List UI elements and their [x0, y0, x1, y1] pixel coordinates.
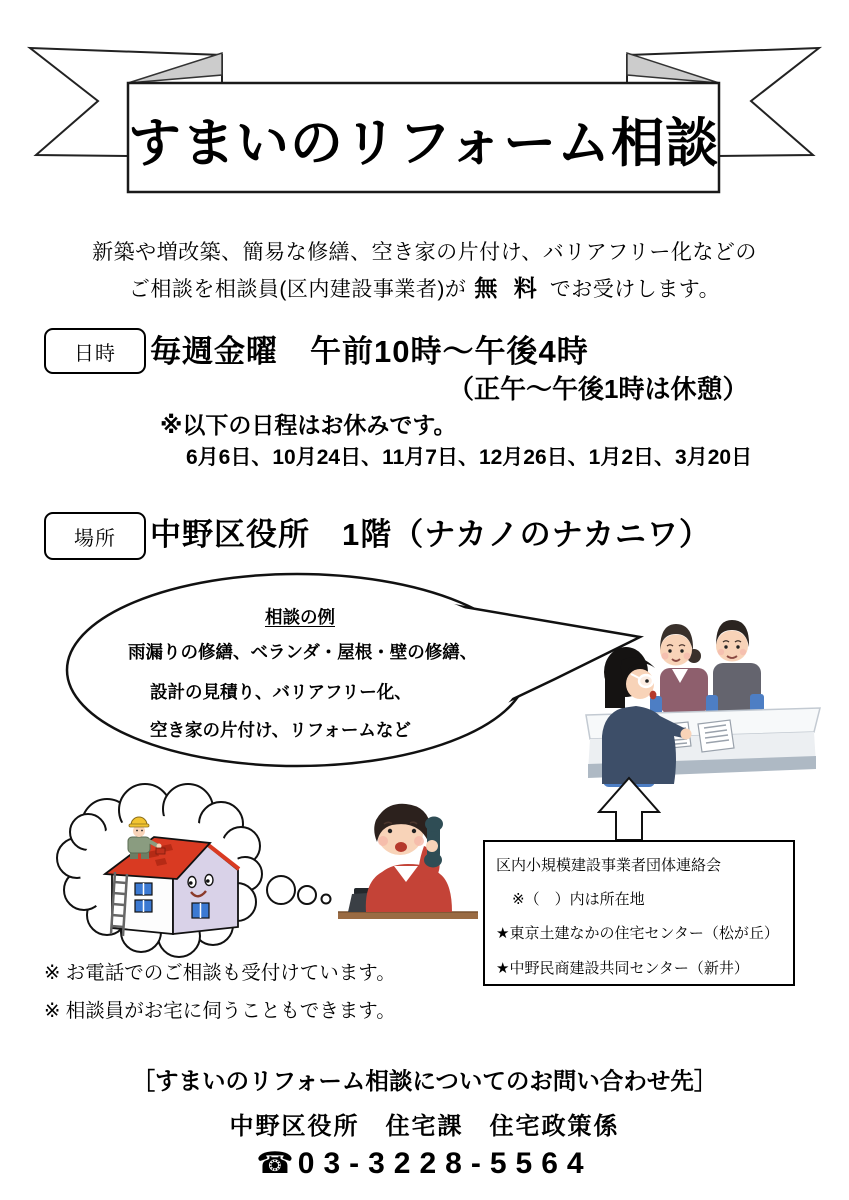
contact-phone-row — [0, 1146, 849, 1181]
house-window-left-top — [135, 883, 152, 895]
bubble-line-1: 雨漏りの修繕、ベランダ・屋根・壁の修繕、 — [128, 642, 478, 662]
table — [338, 912, 478, 919]
document-right — [698, 720, 734, 752]
schedule-label: 日時 — [44, 328, 146, 374]
house-window-gable — [192, 903, 209, 918]
location-label: 場所 — [44, 512, 146, 560]
intro-line-1: 新築や増改築、簡易な修繕、空き家の片付け、バリアフリー化などの — [92, 241, 757, 264]
bubble-line-2: 設計の見積り、バリアフリー化、 — [150, 682, 412, 702]
note-visit: ※ 相談員がお宅に伺うこともできます。 — [44, 1000, 396, 1022]
speech-bubble — [55, 567, 655, 777]
org-line-2: ※（ ）内は所在地 — [512, 891, 645, 908]
phone-icon: ☎ — [256, 1147, 294, 1180]
telephone-handset — [424, 817, 443, 868]
phone-woman-illustration — [330, 788, 480, 940]
schedule-break-note: （正午～午後1時は休憩） — [448, 374, 749, 404]
client-woman — [660, 624, 708, 714]
bubble-line-3: 空き家の片付け、リフォームなど — [150, 720, 411, 740]
org-line-1: 区内小規模建設事業者団体連絡会 — [496, 857, 722, 874]
thought-trail-circles — [267, 876, 331, 904]
intro-line-2 — [0, 270, 849, 303]
house-window-left-bottom — [135, 900, 152, 912]
holiday-dates: 6月6日、10月24日、11月7日、12月26日、1月2日、3月20日 — [186, 446, 753, 469]
intro-line-2-before: ご相談を相談員(区内建設事業者)が — [128, 278, 467, 301]
contact-heading: ［すまいのリフォーム相談についてのお問い合わせ先］ — [131, 1068, 718, 1094]
holiday-heading: ※以下の日程はお休みです。 — [160, 412, 457, 438]
thought-cloud-illustration — [55, 782, 355, 967]
page-title: すまいのリフォーム相談 — [127, 113, 720, 173]
consultation-desk-illustration — [578, 608, 826, 790]
hand — [426, 840, 438, 852]
phone-number: 03-3228-5564 — [297, 1147, 593, 1180]
org-line-3: ★東京土建なかの住宅センター（松が丘） — [496, 925, 779, 942]
org-line-4: ★中野民商建設共同センター（新井） — [496, 960, 749, 977]
intro-line-2-after: でお受けします。 — [549, 278, 721, 301]
contact-department: 中野区役所 住宅課 住宅政策係 — [229, 1113, 620, 1140]
arrow-up-icon — [597, 776, 661, 842]
woman-head — [374, 804, 432, 855]
bubble-title: 相談の例 — [265, 607, 335, 627]
note-phone: ※ お電話でのご相談も受付けています。 — [44, 962, 396, 984]
location-value: 中野区役所 1階（ナカノのナカニワ） — [150, 517, 711, 552]
free-emphasis: 無 料 — [474, 275, 542, 301]
schedule-time: 毎週金曜 午前10時～午後4時 — [150, 334, 589, 369]
organizations-box — [483, 840, 795, 986]
